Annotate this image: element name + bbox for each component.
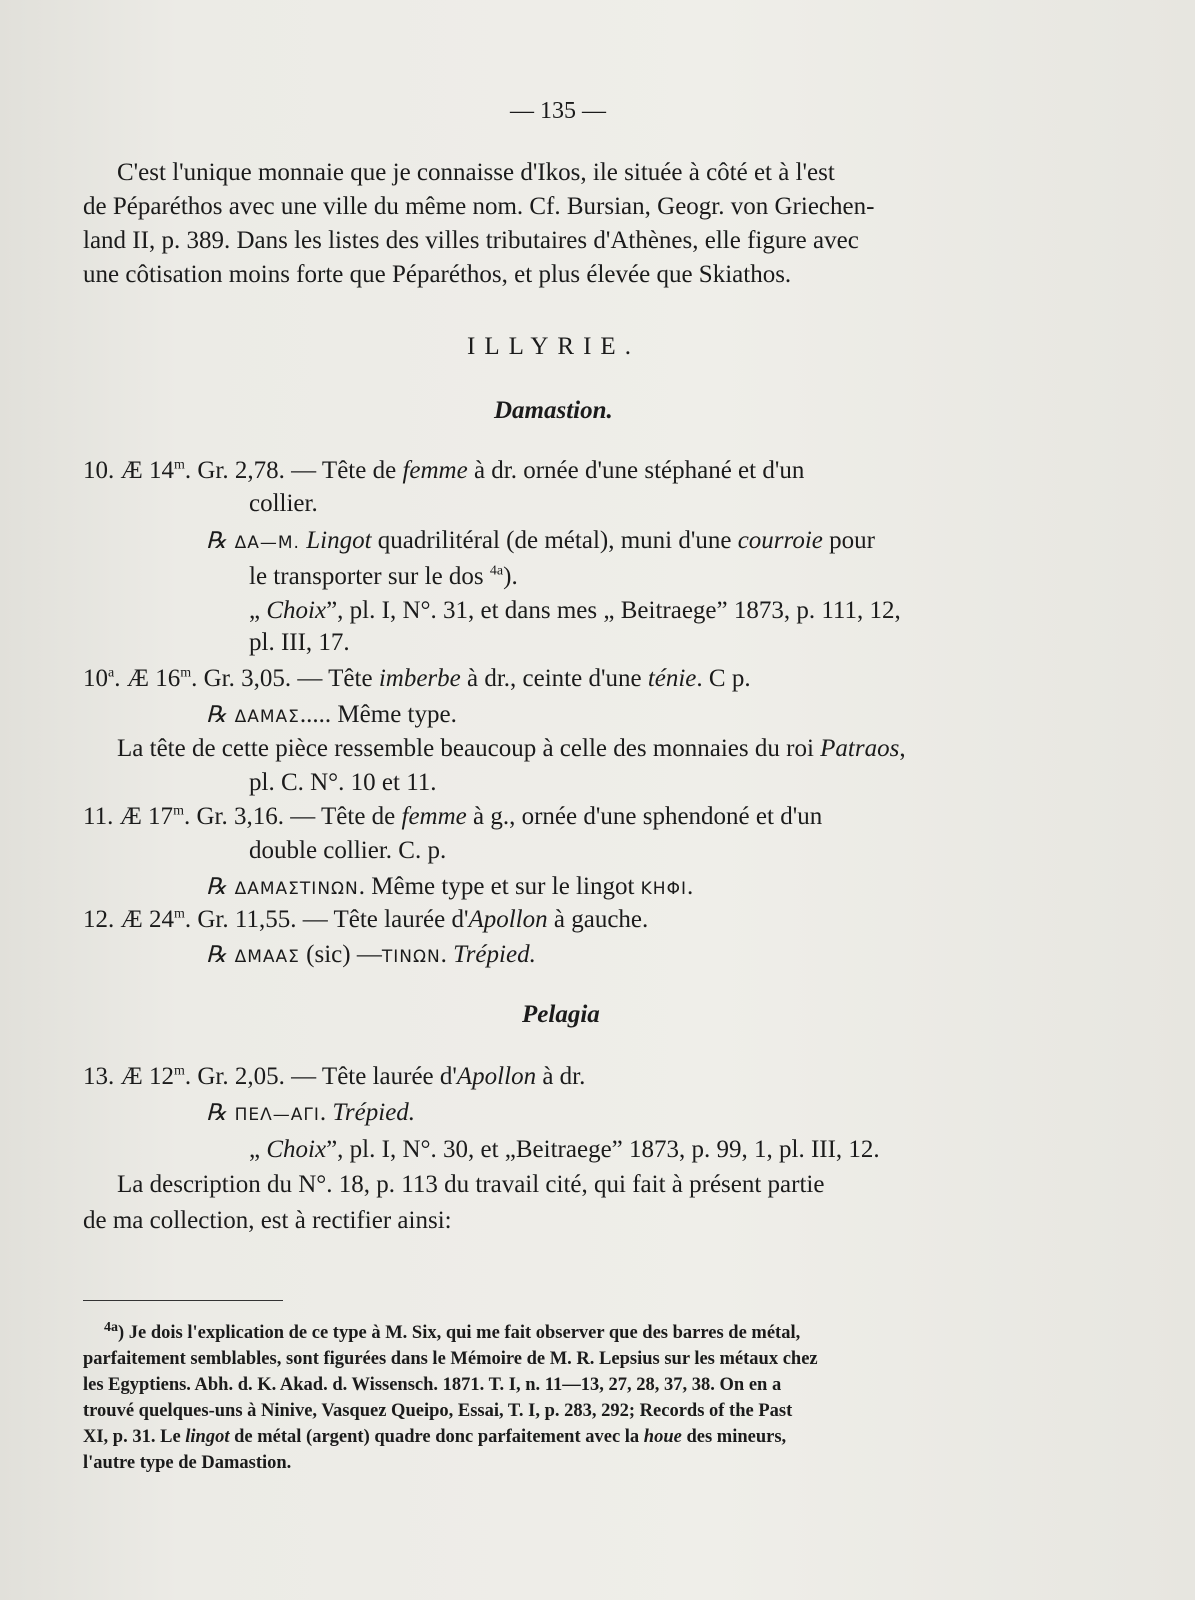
footnote-line-4: trouvé quelques-uns à Ninive, Vasquez Queipo, Essai, T. I, p. 283, 292; Records of the Past [83,1401,793,1421]
entry-10a-line-1: 10$^a$. Æ 16$^m$. Gr. 3,05. — Tête imberbe à dr., ceinte d'une ténie. C p. [83,665,751,692]
entry-10-reverse-cont: le transporter sur le dos $^{4a}$). [249,563,518,590]
footnote-mark: 4a [104,1319,118,1335]
section-title: ILLYRIE. [467,333,640,360]
intro-line-4: une côtisation moins forte que Péparéthos, et plus élevée que Skiathos. [83,261,792,288]
entry-10-line-2: collier. [249,490,318,517]
greek-legend: ΤΙΝΩΝ [381,947,441,967]
intro-line-3: land II, p. 389. Dans les listes des villes tributaires d'Athènes, elle figure avec [83,227,859,254]
intro-line-2: de Péparéthos avec une ville du même nom. Cf. Bursian, Geogr. von Griechen- [83,193,875,220]
entry-13-reverse: ℞ ΠΕΛ—ΑΓΙ. Trépied. [206,1099,416,1126]
entry-10-reference-1: „ Choix”, pl. I, N°. 31, et dans mes „ Beitraege” 1873, p. 111, 12, [249,597,901,624]
entry-11-reverse: ℞ ΔΑΜΑΣΤΙΝΩΝ. Même type et sur le lingot ΚΗΦΙ. [206,873,694,900]
entry-11-line-1: 11. Æ 17$^m$. Gr. 3,16. — Tête de femme à g., ornée d'une sphendoné et d'un [83,803,823,830]
footnote-divider [83,1300,283,1301]
greek-legend: ΔΑΜΑΣΤΙΝΩΝ [234,879,359,899]
greek-legend: ΔΑ—Μ. [234,533,300,553]
reverse-symbol: ℞ [206,528,227,554]
footnote-line-2: parfaitement semblables, sont figurées dans le Mémoire de M. R. Lepsius sur les métaux chez [83,1349,818,1369]
footnote-line-6: l'autre type de Damastion. [83,1453,292,1473]
entry-13-line-1: 13. Æ 12$^m$. Gr. 2,05. — Tête laurée d'Apollon à dr. [83,1063,586,1090]
entry-10a-note-1: La tête de cette pièce ressemble beaucoup à celle des monnaies du roi Patraos, [117,735,906,762]
reverse-symbol: ℞ [206,702,227,728]
entry-10-reference-2: pl. III, 17. [249,629,350,656]
footnote-line-1: $^{4a}$) Je dois l'explication de ce type à M. Six, qui me fait observer que des barres de métal, [104,1319,801,1343]
reverse-symbol: ℞ [206,874,227,900]
intro-line-1: C'est l'unique monnaie que je connaisse d'Ikos, ile située à côté et à l'est [117,159,835,186]
greek-legend: ΔΜΑΑΣ [234,947,300,967]
page-number: — 135 — [510,98,606,124]
entry-10-reverse: ℞ ΔΑ—Μ. Lingot quadrilitéral (de métal), muni d'une courroie pour [206,527,875,554]
reverse-symbol: ℞ [206,942,227,968]
entry-13-reference: „ Choix”, pl. I, N°. 30, et „Beitraege” 1873, p. 99, 1, pl. III, 12. [249,1136,880,1163]
entry-12-line-1: 12. Æ 24$^m$. Gr. 11,55. — Tête laurée d'Apollon à gauche. [83,906,649,933]
entry-12-reverse: ℞ ΔΜΑΑΣ (sic) —ΤΙΝΩΝ. Trépied. [206,941,536,968]
pelagia-description-2: de ma collection, est à rectifier ainsi: [83,1207,452,1234]
greek-legend: ΠΕΛ—ΑΓΙ [234,1105,320,1125]
entry-10a-note-2: pl. C. N°. 10 et 11. [249,769,437,796]
entry-11-line-2: double collier. C. p. [249,837,447,864]
reverse-symbol: ℞ [206,1100,227,1126]
entry-10-line-1: 10. Æ 14$^m$. Gr. 2,78. — Tête de femme à dr. ornée d'une stéphané et d'un [83,457,805,484]
subsection-pelagia: Pelagia [522,1001,600,1028]
entry-10a-reverse: ℞ ΔΑΜΑΣ..... Même type. [206,701,457,728]
greek-legend: ΔΑΜΑΣ [234,707,300,727]
greek-legend: ΚΗΦΙ [640,879,687,899]
footnote-line-5: XI, p. 31. Le lingot de métal (argent) quadre donc parfaitement avec la houe des mineurs, [83,1427,787,1447]
footnote-line-3: les Egyptiens. Abh. d. K. Akad. d. Wissensch. 1871. T. I, n. 11—13, 27, 28, 37, 38. On en a [83,1375,782,1395]
pelagia-description-1: La description du N°. 18, p. 113 du travail cité, qui fait à présent partie [117,1171,825,1198]
subsection-damastion: Damastion. [494,397,613,424]
footnote-ref: 4a [489,563,504,579]
